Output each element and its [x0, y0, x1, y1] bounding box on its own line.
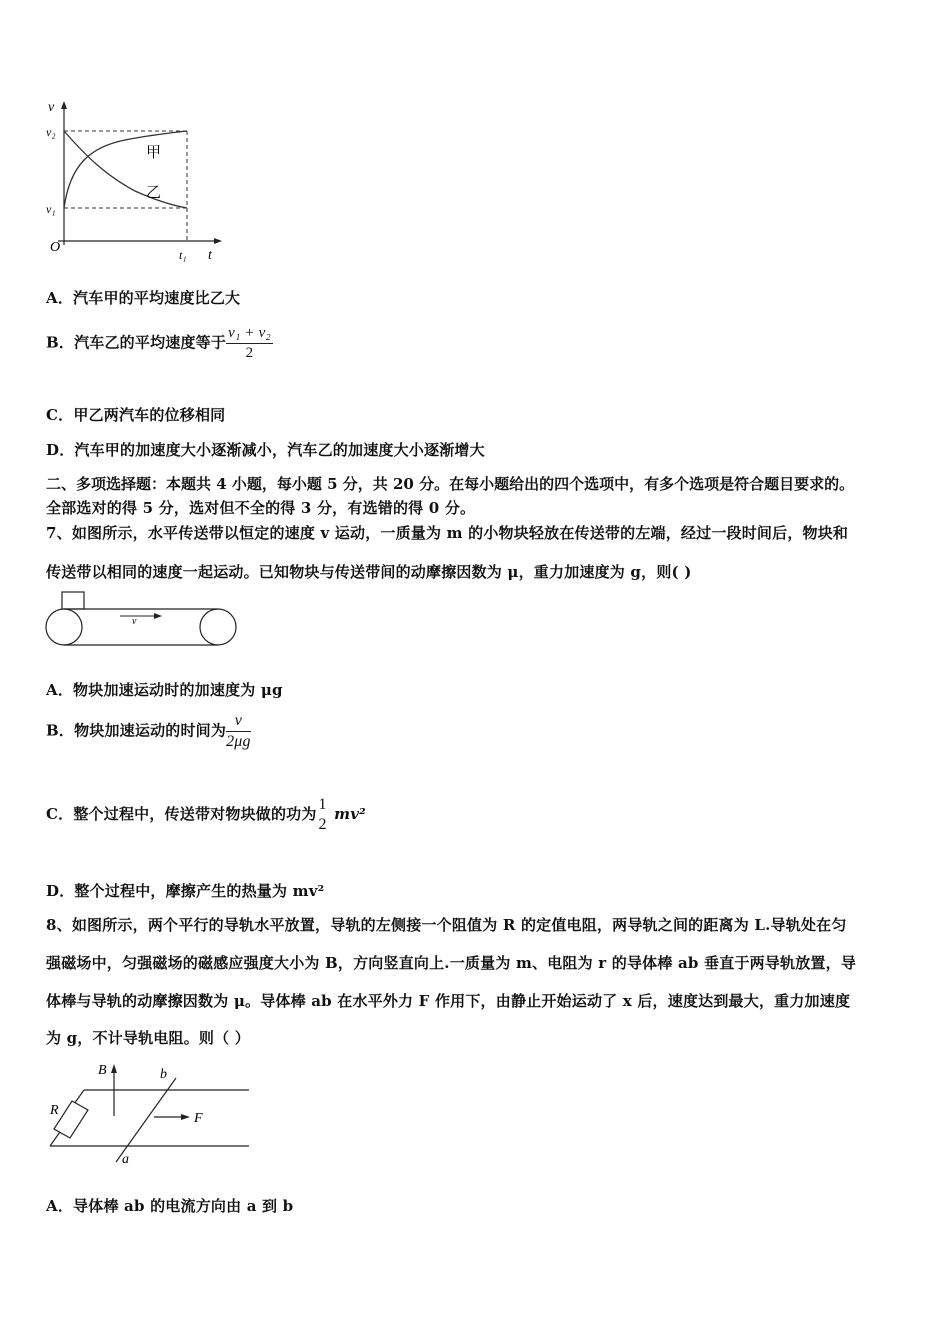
q6-option-b-fraction [226, 325, 273, 362]
q7-option-c-text: C．整个过程中，传送带对物块做的功为 [46, 805, 317, 823]
q8-stem-line1: 8、如图所示，两个平行的导轨水平放置，导轨的左侧接一个阻值为 R 的定值电阻，两导轨之间的距离为 L.导轨处在匀 [46, 916, 847, 934]
q7-option-c [46, 796, 366, 834]
belt-velocity-label: v [132, 616, 137, 627]
fraction-numerator: 1 [318, 796, 327, 813]
curve-jia-label: 甲 [146, 145, 162, 161]
origin-label: O [50, 240, 61, 255]
q6-option-d: D．汽车甲的加速度大小逐渐减小，汽车乙的加速度大小逐渐增大 [46, 441, 485, 459]
q8-option-a: A．导体棒 ab 的电流方向由 a 到 b [46, 1197, 294, 1215]
conveyor-belt-figure [40, 588, 245, 650]
point-b-label: b [160, 1067, 167, 1082]
q7-option-a: A．物块加速运动时的加速度为 μg [46, 681, 283, 699]
section2-heading-line2: 全部选对的得 5 分，选对但不全的得 3 分，有选错的得 0 分。 [46, 499, 476, 517]
axis-v-label: v [48, 100, 55, 115]
vt-graph [40, 95, 230, 265]
q8-stem-line4: 为 g，不计导轨电阻。则（ ） [46, 1029, 250, 1047]
axis-t-label: t [208, 248, 212, 263]
fraction-numerator: v₁ + v₂ [226, 325, 273, 344]
q7-option-b-fraction [226, 712, 251, 751]
q6-option-c: C．甲乙两汽车的位移相同 [46, 406, 226, 424]
fraction-numerator: v [226, 712, 251, 732]
q7-option-d: D．整个过程中，摩擦产生的热量为 mv² [46, 882, 325, 900]
q8-stem-line2: 强磁场中，匀强磁场的磁感应强度大小为 B，方向竖直向上.一质量为 m、电阻为 r 的导体棒 ab 垂直于两导轨放置，导 [46, 954, 857, 972]
fraction-denominator: 2μg [226, 733, 251, 750]
section2-heading-line1: 二、多项选择题：本题共 4 小题，每小题 5 分，共 20 分。在每小题给出的四个选项中，有多个选项是符合题目要求的。 [46, 475, 855, 493]
q7-stem-line2: 传送带以相同的速度一起运动。已知物块与传送带间的动摩擦因数为 μ，重力加速度为 g，则( ) [46, 563, 692, 581]
resistor-R-label: R [50, 1103, 59, 1118]
q6-option-b-text: B．汽车乙的平均速度等于 [46, 333, 227, 352]
curve-yi-label: 乙 [146, 185, 162, 201]
point-a-label: a [122, 1152, 129, 1167]
q8-stem-line3: 体棒与导轨的动摩擦因数为 μ。导体棒 ab 在水平外力 F 作用下，由静止开始运动了 x 后，速度达到最大，重力加速度 [46, 992, 851, 1010]
t1-label: t₁ [179, 248, 187, 262]
fraction-denominator: 2 [245, 345, 254, 361]
q7-option-b-text: B．物块加速运动的时间为 [46, 721, 227, 740]
q6-option-a: A．汽车甲的平均速度比乙大 [46, 289, 241, 307]
q7-stem-line1: 7、如图所示，水平传送带以恒定的速度 v 运动，一质量为 m 的小物块轻放在传送带的左端，经过一段时间后，物块和 [46, 524, 849, 542]
field-B-label: B [98, 1063, 107, 1078]
v1-label: v₁ [46, 202, 56, 216]
q7-option-c-fraction [317, 796, 329, 834]
q6-option-b [46, 325, 273, 362]
rails-figure [44, 1060, 254, 1170]
v2-label: v₂ [46, 125, 56, 139]
force-F-label: F [194, 1111, 203, 1126]
q7-option-b [46, 712, 251, 751]
q7-option-c-mv: mv² [328, 805, 366, 823]
fraction-denominator: 2 [318, 816, 327, 833]
